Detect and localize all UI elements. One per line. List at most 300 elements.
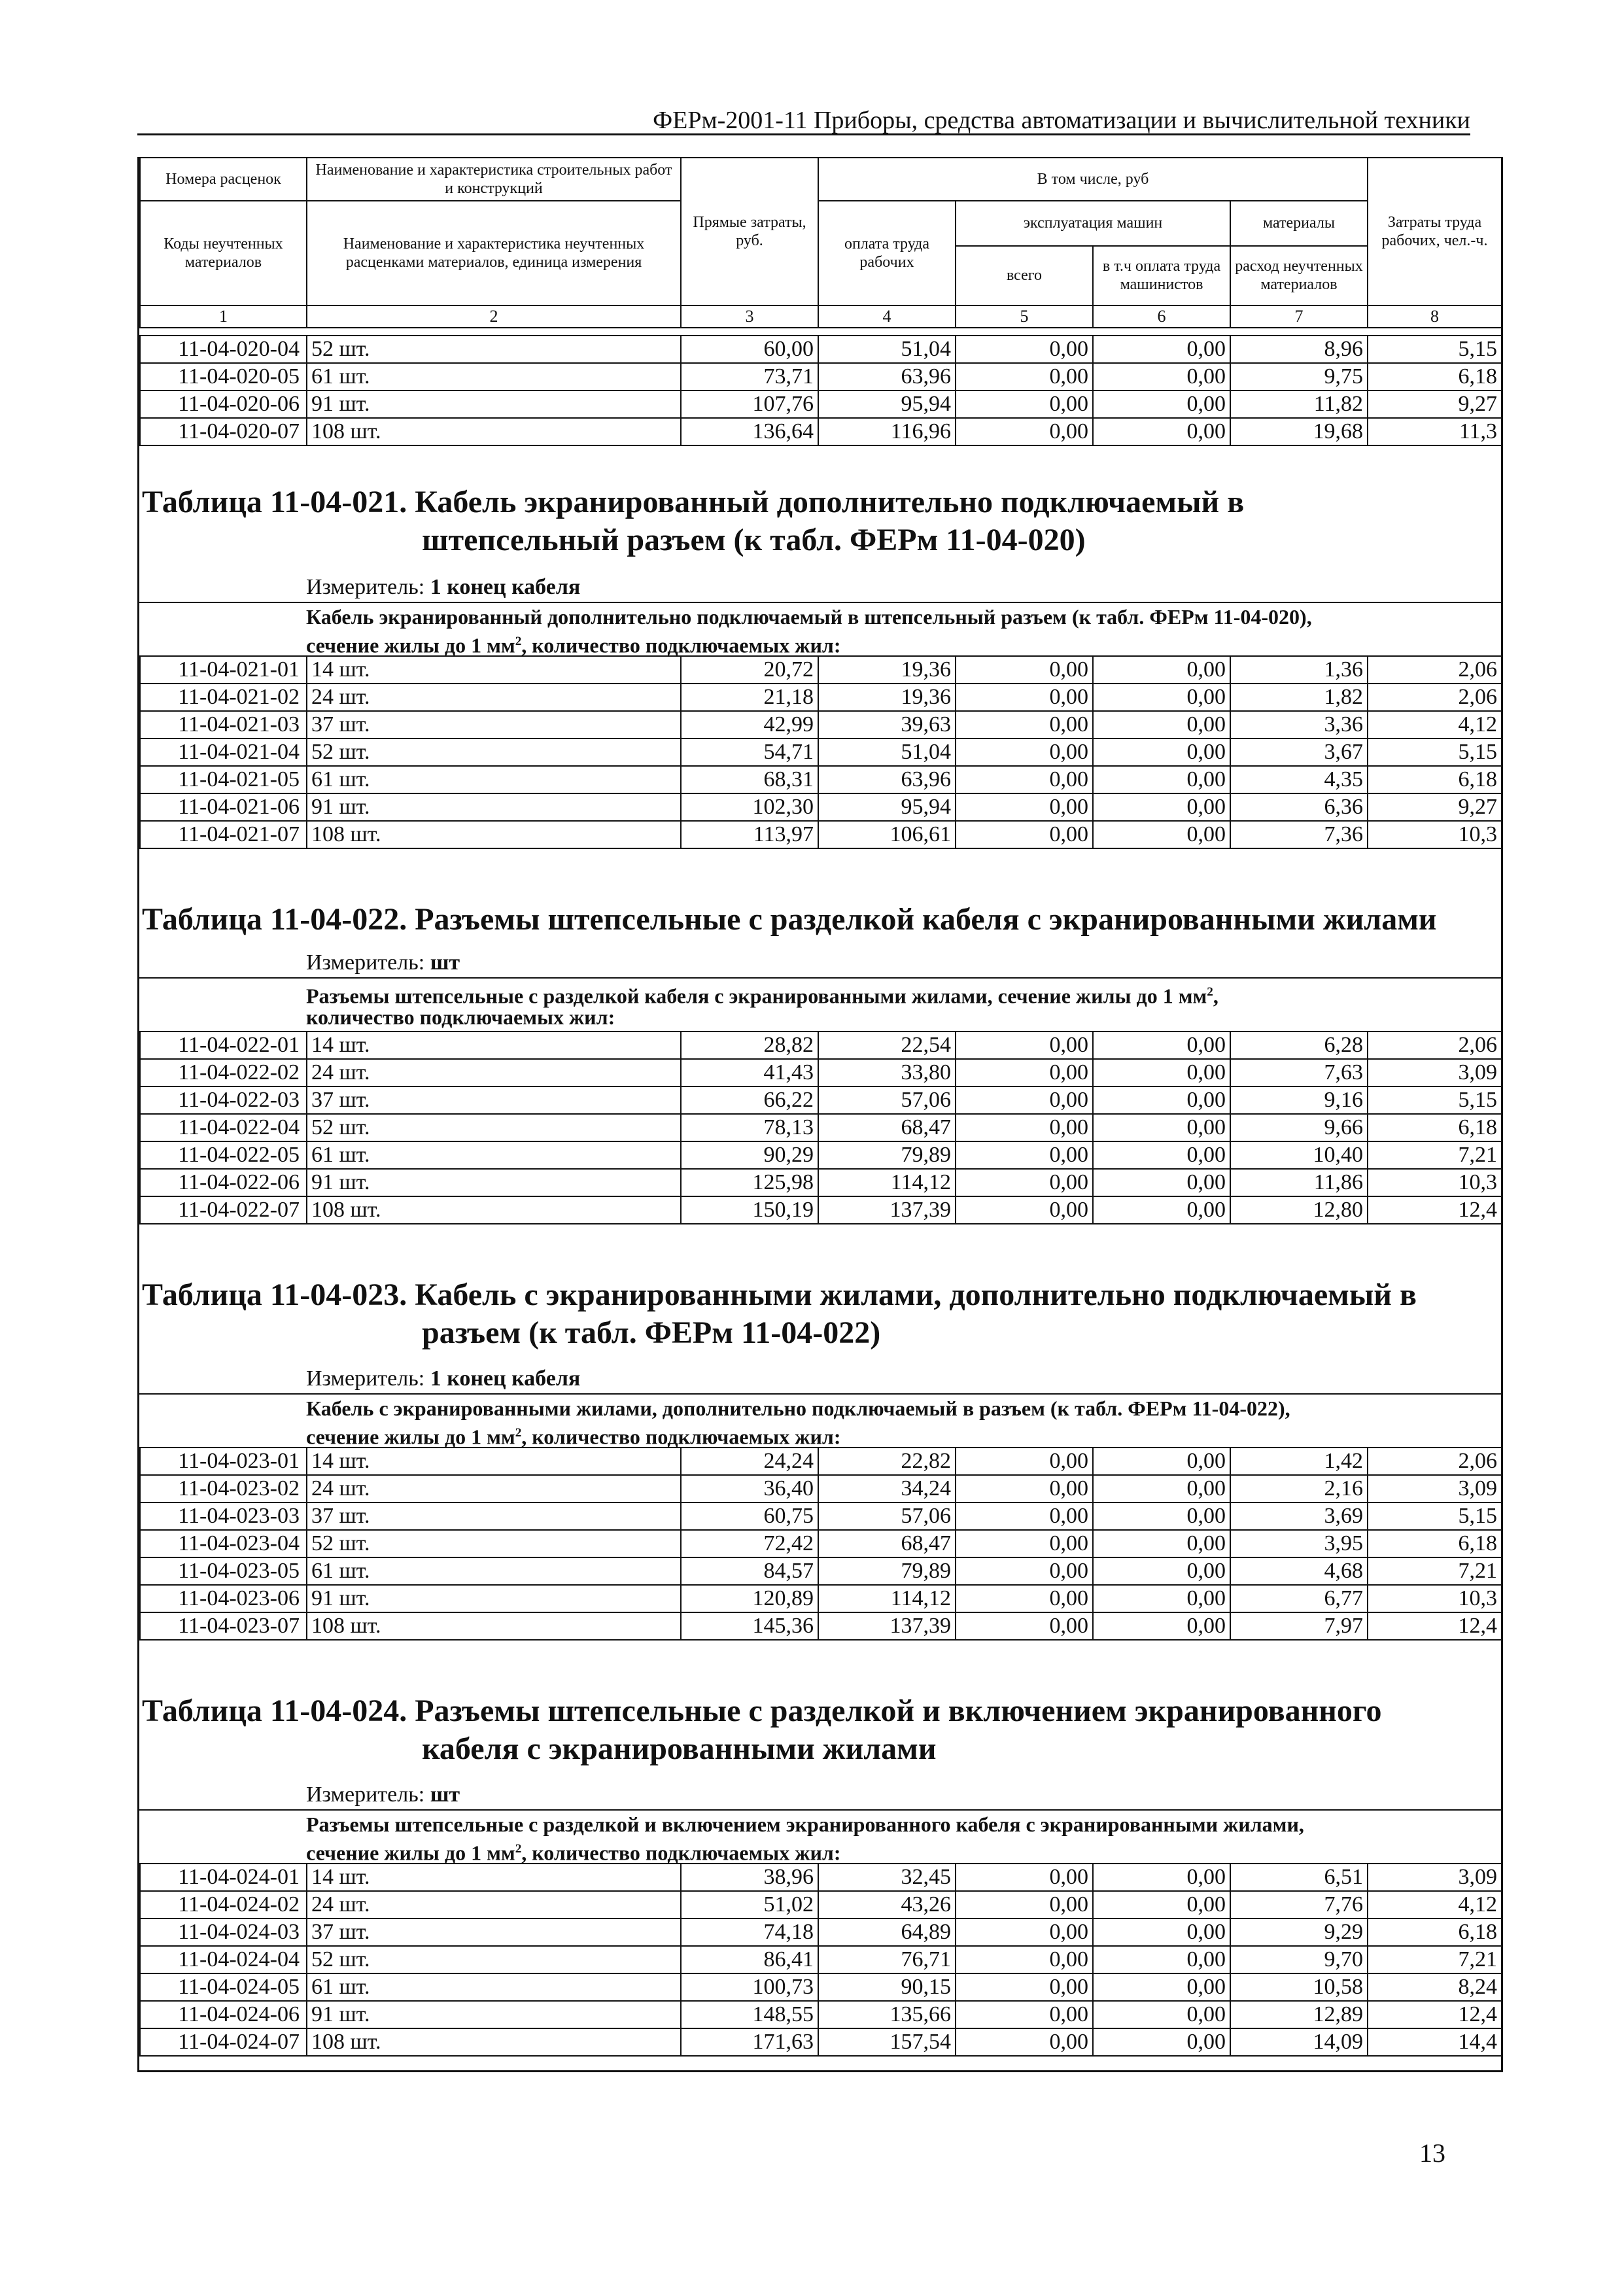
cell-labor-hours: 2,06 — [1368, 1032, 1502, 1059]
cell-unit-count: 24 шт. — [307, 684, 681, 711]
cell-materials: 3,36 — [1230, 711, 1368, 738]
cell-materials: 8,96 — [1230, 336, 1368, 363]
section-title: разъем (к табл. ФЕРм 11-04-022) — [422, 1315, 881, 1350]
cell-labor-hours: 12,4 — [1368, 1612, 1502, 1640]
table-row — [140, 1475, 1502, 1502]
cell-materials: 9,29 — [1230, 1919, 1368, 1946]
cell-labor-hours: 5,15 — [1368, 1502, 1502, 1530]
section-title: Таблица 11-04-023. Кабель с экранированными жилами, дополнительно подключаемый в — [142, 1277, 1417, 1312]
cell-direct-costs: 148,55 — [681, 2001, 818, 2028]
cell-machinists-pay: 0,00 — [1093, 1114, 1230, 1141]
cell-machinists-pay: 0,00 — [1093, 684, 1230, 711]
cell-direct-costs: 51,02 — [681, 1891, 818, 1919]
cell-machines-total: 0,00 — [956, 1114, 1093, 1141]
cell-materials: 7,76 — [1230, 1891, 1368, 1919]
cell-machinists-pay: 0,00 — [1093, 418, 1230, 445]
cell-workers-pay: 79,89 — [818, 1557, 956, 1585]
cell-materials: 6,28 — [1230, 1032, 1368, 1059]
cell-machines-total: 0,00 — [956, 793, 1093, 821]
section-title: Таблица 11-04-022. Разъемы штепсельные с разделкой кабеля с экранированными жилами — [142, 902, 1437, 937]
cell-labor-hours: 3,09 — [1368, 1864, 1502, 1891]
cell-materials: 10,58 — [1230, 1973, 1368, 2001]
cell-workers-pay: 135,66 — [818, 2001, 956, 2028]
cell-workers-pay: 63,96 — [818, 363, 956, 391]
cell-machines-total: 0,00 — [956, 1475, 1093, 1502]
cell-labor-hours: 11,3 — [1368, 418, 1502, 445]
cell-rate-code: 11-04-023-03 — [140, 1502, 307, 1530]
cell-machines-total: 0,00 — [956, 738, 1093, 766]
cell-labor-hours: 4,12 — [1368, 1891, 1502, 1919]
cell-rate-code: 11-04-022-04 — [140, 1114, 307, 1141]
cell-labor-hours: 7,21 — [1368, 1141, 1502, 1169]
cell-machinists-pay: 0,00 — [1093, 2028, 1230, 2056]
cell-unit-count: 24 шт. — [307, 1475, 681, 1502]
table-row — [140, 2028, 1502, 2056]
cell-materials: 4,35 — [1230, 766, 1368, 793]
cell-rate-code: 11-04-024-01 — [140, 1864, 307, 1891]
table-022-body — [139, 1031, 1502, 1224]
cell-labor-hours: 3,09 — [1368, 1059, 1502, 1086]
cell-materials: 6,77 — [1230, 1585, 1368, 1612]
cell-unit-count: 108 шт. — [307, 821, 681, 848]
header-material-consumption: расход неучтенных материалов — [1230, 246, 1368, 305]
cell-materials: 1,82 — [1230, 684, 1368, 711]
cell-direct-costs: 68,31 — [681, 766, 818, 793]
section-title: Таблица 11-04-021. Кабель экранированный дополнительно подключаемый в — [142, 485, 1245, 519]
cell-machinists-pay: 0,00 — [1093, 1919, 1230, 1946]
col-index: 6 — [1093, 305, 1230, 328]
cell-materials: 4,68 — [1230, 1557, 1368, 1585]
cell-direct-costs: 171,63 — [681, 2028, 818, 2056]
cell-direct-costs: 42,99 — [681, 711, 818, 738]
cell-unit-count: 108 шт. — [307, 1196, 681, 1224]
cell-direct-costs: 38,96 — [681, 1864, 818, 1891]
table-row — [140, 391, 1502, 418]
cell-labor-hours: 12,4 — [1368, 2001, 1502, 2028]
cell-materials: 6,51 — [1230, 1864, 1368, 1891]
header-including: В том числе, руб — [818, 158, 1368, 201]
col-index: 4 — [818, 305, 956, 328]
cell-labor-hours: 7,21 — [1368, 1946, 1502, 1973]
cell-workers-pay: 19,36 — [818, 656, 956, 684]
col-index: 7 — [1230, 305, 1368, 328]
spec-line: Кабель экранированный дополнительно подключаемый в штепсельный разъем (к табл. ФЕРм 11-04-020), — [306, 605, 1312, 629]
section-title: Таблица 11-04-024. Разъемы штепсельные с разделкой и включением экранированного — [142, 1693, 1382, 1728]
table-row — [140, 363, 1502, 391]
cell-machinists-pay: 0,00 — [1093, 1475, 1230, 1502]
col-index: 1 — [140, 305, 307, 328]
cell-unit-count: 91 шт. — [307, 793, 681, 821]
cell-unit-count: 91 шт. — [307, 391, 681, 418]
cell-unit-count: 91 шт. — [307, 2001, 681, 2028]
cell-unit-count: 24 шт. — [307, 1059, 681, 1086]
header-machinists-pay: в т.ч оплата труда машинистов — [1093, 246, 1230, 305]
table-row — [140, 1502, 1502, 1530]
table-row — [140, 336, 1502, 363]
cell-unit-count: 52 шт. — [307, 1114, 681, 1141]
cell-unit-count: 108 шт. — [307, 418, 681, 445]
cell-direct-costs: 60,00 — [681, 336, 818, 363]
cell-direct-costs: 100,73 — [681, 1973, 818, 2001]
cell-workers-pay: 51,04 — [818, 336, 956, 363]
cell-unit-count: 91 шт. — [307, 1169, 681, 1196]
cell-unit-count: 52 шт. — [307, 738, 681, 766]
cell-materials: 12,80 — [1230, 1196, 1368, 1224]
cell-machines-total: 0,00 — [956, 1557, 1093, 1585]
cell-rate-code: 11-04-023-06 — [140, 1585, 307, 1612]
spec-line: Кабель с экранированными жилами, дополнительно подключаемый в разъем (к табл. ФЕРм 11-04-022), — [306, 1397, 1290, 1420]
cell-direct-costs: 78,13 — [681, 1114, 818, 1141]
cell-rate-code: 11-04-023-04 — [140, 1530, 307, 1557]
cell-rate-code: 11-04-021-01 — [140, 656, 307, 684]
meter: Измеритель: шт — [306, 950, 460, 975]
cell-materials: 1,36 — [1230, 656, 1368, 684]
table-row — [140, 793, 1502, 821]
cell-rate-code: 11-04-022-07 — [140, 1196, 307, 1224]
cell-machinists-pay: 0,00 — [1093, 656, 1230, 684]
cell-materials: 2,16 — [1230, 1475, 1368, 1502]
page-number: 13 — [1419, 2138, 1445, 2168]
table-row — [140, 1114, 1502, 1141]
cell-rate-code: 11-04-020-05 — [140, 363, 307, 391]
cell-workers-pay: 68,47 — [818, 1530, 956, 1557]
document-frame — [137, 157, 1503, 2072]
cell-unit-count: 14 шт. — [307, 1448, 681, 1475]
cell-labor-hours: 12,4 — [1368, 1196, 1502, 1224]
cell-rate-code: 11-04-023-02 — [140, 1475, 307, 1502]
cell-machinists-pay: 0,00 — [1093, 821, 1230, 848]
cell-machines-total: 0,00 — [956, 1919, 1093, 1946]
cell-machines-total: 0,00 — [956, 363, 1093, 391]
cell-rate-code: 11-04-021-07 — [140, 821, 307, 848]
cell-materials: 7,36 — [1230, 821, 1368, 848]
cell-rate-code: 11-04-020-06 — [140, 391, 307, 418]
cell-machines-total: 0,00 — [956, 1585, 1093, 1612]
cell-unit-count: 24 шт. — [307, 1891, 681, 1919]
cell-labor-hours: 6,18 — [1368, 1919, 1502, 1946]
cell-labor-hours: 5,15 — [1368, 1086, 1502, 1114]
spec-line: сечение жилы до 1 $мм^2$, количество подключаемых жил: — [306, 1425, 841, 1449]
cell-machinists-pay: 0,00 — [1093, 1973, 1230, 2001]
cell-materials: 19,68 — [1230, 418, 1368, 445]
table-row — [140, 1973, 1502, 2001]
cell-unit-count: 61 шт. — [307, 1141, 681, 1169]
table-row — [140, 1530, 1502, 1557]
table-020-body — [139, 335, 1502, 446]
cell-unit-count: 108 шт. — [307, 1612, 681, 1640]
table-row — [140, 1169, 1502, 1196]
cell-machines-total: 0,00 — [956, 1530, 1093, 1557]
cell-labor-hours: 5,15 — [1368, 336, 1502, 363]
cell-workers-pay: 39,63 — [818, 711, 956, 738]
table-row — [140, 1891, 1502, 1919]
cell-workers-pay: 57,06 — [818, 1086, 956, 1114]
cell-materials: 7,63 — [1230, 1059, 1368, 1086]
cell-labor-hours: 6,18 — [1368, 363, 1502, 391]
col-index: 2 — [307, 305, 681, 328]
table-024-body — [139, 1863, 1502, 2057]
cell-workers-pay: 19,36 — [818, 684, 956, 711]
cell-direct-costs: 72,42 — [681, 1530, 818, 1557]
page-header: ФЕРм-2001-11 Приборы, средства автоматизации и вычислительной техники — [137, 107, 1470, 135]
cell-machines-total: 0,00 — [956, 2028, 1093, 2056]
cell-labor-hours: 9,27 — [1368, 793, 1502, 821]
cell-labor-hours: 6,18 — [1368, 1530, 1502, 1557]
cell-direct-costs: 84,57 — [681, 1557, 818, 1585]
col-index: 3 — [681, 305, 818, 328]
table-row — [140, 766, 1502, 793]
table-row — [140, 1919, 1502, 1946]
spec-line: сечение жилы до 1 $мм^2$, количество подключаемых жил: — [306, 633, 841, 657]
cell-machines-total: 0,00 — [956, 1502, 1093, 1530]
cell-machinists-pay: 0,00 — [1093, 1086, 1230, 1114]
cell-direct-costs: 86,41 — [681, 1946, 818, 1973]
cell-machines-total: 0,00 — [956, 656, 1093, 684]
cell-labor-hours: 8,24 — [1368, 1973, 1502, 2001]
col-index: 5 — [956, 305, 1093, 328]
cell-workers-pay: 64,89 — [818, 1919, 956, 1946]
cell-machines-total: 0,00 — [956, 1059, 1093, 1086]
header-direct-costs: Прямые затраты, руб. — [681, 158, 818, 305]
cell-direct-costs: 60,75 — [681, 1502, 818, 1530]
cell-labor-hours: 2,06 — [1368, 656, 1502, 684]
header-materials: материалы — [1230, 201, 1368, 246]
cell-workers-pay: 22,54 — [818, 1032, 956, 1059]
cell-machinists-pay: 0,00 — [1093, 1612, 1230, 1640]
table-row — [140, 418, 1502, 445]
cell-machines-total: 0,00 — [956, 336, 1093, 363]
cell-machinists-pay: 0,00 — [1093, 336, 1230, 363]
cell-labor-hours: 10,3 — [1368, 821, 1502, 848]
cell-workers-pay: 116,96 — [818, 418, 956, 445]
cell-machines-total: 0,00 — [956, 1169, 1093, 1196]
table-row — [140, 1086, 1502, 1114]
cell-machinists-pay: 0,00 — [1093, 1169, 1230, 1196]
cell-machinists-pay: 0,00 — [1093, 1141, 1230, 1169]
cell-direct-costs: 74,18 — [681, 1919, 818, 1946]
cell-direct-costs: 136,64 — [681, 418, 818, 445]
header-workers-pay: оплата труда рабочих — [818, 201, 956, 305]
cell-workers-pay: 76,71 — [818, 1946, 956, 1973]
cell-direct-costs: 24,24 — [681, 1448, 818, 1475]
cell-machines-total: 0,00 — [956, 711, 1093, 738]
cell-unit-count: 14 шт. — [307, 1032, 681, 1059]
cell-machinists-pay: 0,00 — [1093, 1585, 1230, 1612]
cell-machines-total: 0,00 — [956, 1086, 1093, 1114]
cell-direct-costs: 54,71 — [681, 738, 818, 766]
cell-labor-hours: 3,09 — [1368, 1475, 1502, 1502]
cell-workers-pay: 22,82 — [818, 1448, 956, 1475]
cell-direct-costs: 21,18 — [681, 684, 818, 711]
cell-rate-code: 11-04-023-05 — [140, 1557, 307, 1585]
cell-direct-costs: 90,29 — [681, 1141, 818, 1169]
cell-unit-count: 37 шт. — [307, 1919, 681, 1946]
cell-unit-count: 37 шт. — [307, 1502, 681, 1530]
cell-rate-code: 11-04-024-04 — [140, 1946, 307, 1973]
cell-rate-code: 11-04-022-02 — [140, 1059, 307, 1086]
table-row — [140, 738, 1502, 766]
cell-labor-hours: 9,27 — [1368, 391, 1502, 418]
cell-machinists-pay: 0,00 — [1093, 391, 1230, 418]
table-021-body — [139, 655, 1502, 849]
table-row — [140, 1032, 1502, 1059]
cell-machinists-pay: 0,00 — [1093, 1557, 1230, 1585]
cell-direct-costs: 125,98 — [681, 1169, 818, 1196]
cell-direct-costs: 41,43 — [681, 1059, 818, 1086]
header-machines-total: всего — [956, 246, 1093, 305]
cell-machinists-pay: 0,00 — [1093, 1059, 1230, 1086]
cell-workers-pay: 90,15 — [818, 1973, 956, 2001]
cell-materials: 9,75 — [1230, 363, 1368, 391]
table-row — [140, 1864, 1502, 1891]
cell-workers-pay: 114,12 — [818, 1169, 956, 1196]
cell-machines-total: 0,00 — [956, 1141, 1093, 1169]
cell-machinists-pay: 0,00 — [1093, 1530, 1230, 1557]
table-row — [140, 2001, 1502, 2028]
spec-line: количество подключаемых жил: — [306, 1005, 615, 1029]
cell-direct-costs: 113,97 — [681, 821, 818, 848]
cell-machinists-pay: 0,00 — [1093, 766, 1230, 793]
table-row — [140, 711, 1502, 738]
cell-machines-total: 0,00 — [956, 391, 1093, 418]
meter: Измеритель: 1 конец кабеля — [306, 575, 581, 599]
cell-machines-total: 0,00 — [956, 1448, 1093, 1475]
cell-materials: 3,67 — [1230, 738, 1368, 766]
cell-direct-costs: 73,71 — [681, 363, 818, 391]
table-row — [140, 1557, 1502, 1585]
cell-unit-count: 61 шт. — [307, 363, 681, 391]
cell-materials: 12,89 — [1230, 2001, 1368, 2028]
cell-machines-total: 0,00 — [956, 1196, 1093, 1224]
cell-workers-pay: 106,61 — [818, 821, 956, 848]
cell-unit-count: 61 шт. — [307, 766, 681, 793]
cell-machinists-pay: 0,00 — [1093, 363, 1230, 391]
header-machines: эксплуатация машин — [956, 201, 1230, 246]
cell-labor-hours: 7,21 — [1368, 1557, 1502, 1585]
header-material-codes: Коды неучтенных материалов — [140, 201, 307, 305]
cell-rate-code: 11-04-022-05 — [140, 1141, 307, 1169]
cell-direct-costs: 107,76 — [681, 391, 818, 418]
cell-unit-count: 61 шт. — [307, 1973, 681, 2001]
cell-direct-costs: 20,72 — [681, 656, 818, 684]
cell-machinists-pay: 0,00 — [1093, 1502, 1230, 1530]
header-rate-number: Номера расценок — [140, 158, 307, 201]
cell-materials: 1,42 — [1230, 1448, 1368, 1475]
spec-line: Разъемы штепсельные с разделкой и включением экранированного кабеля с экранированными жилами, — [306, 1813, 1304, 1836]
cell-rate-code: 11-04-021-02 — [140, 684, 307, 711]
cell-rate-code: 11-04-024-06 — [140, 2001, 307, 2028]
cell-direct-costs: 150,19 — [681, 1196, 818, 1224]
cell-workers-pay: 34,24 — [818, 1475, 956, 1502]
spec-line: сечение жилы до 1 $мм^2$, количество подключаемых жил: — [306, 1841, 841, 1865]
col-index: 8 — [1368, 305, 1502, 328]
section-title: кабеля с экранированными жилами — [422, 1731, 937, 1766]
cell-machines-total: 0,00 — [956, 2001, 1093, 2028]
cell-machines-total: 0,00 — [956, 1973, 1093, 2001]
cell-direct-costs: 36,40 — [681, 1475, 818, 1502]
table-row — [140, 1946, 1502, 1973]
table-023-body — [139, 1447, 1502, 1641]
cell-workers-pay: 137,39 — [818, 1196, 956, 1224]
table-header — [139, 157, 1502, 328]
table-row — [140, 1448, 1502, 1475]
cell-direct-costs: 102,30 — [681, 793, 818, 821]
cell-labor-hours: 6,18 — [1368, 1114, 1502, 1141]
cell-machinists-pay: 0,00 — [1093, 1032, 1230, 1059]
cell-unit-count: 37 шт. — [307, 711, 681, 738]
cell-rate-code: 11-04-023-01 — [140, 1448, 307, 1475]
cell-machinists-pay: 0,00 — [1093, 1891, 1230, 1919]
table-row — [140, 1059, 1502, 1086]
cell-machinists-pay: 0,00 — [1093, 738, 1230, 766]
cell-machinists-pay: 0,00 — [1093, 1196, 1230, 1224]
cell-materials: 14,09 — [1230, 2028, 1368, 2056]
cell-rate-code: 11-04-022-06 — [140, 1169, 307, 1196]
cell-machinists-pay: 0,00 — [1093, 793, 1230, 821]
cell-machinists-pay: 0,00 — [1093, 1946, 1230, 1973]
cell-rate-code: 11-04-020-07 — [140, 418, 307, 445]
cell-materials: 10,40 — [1230, 1141, 1368, 1169]
cell-machines-total: 0,00 — [956, 684, 1093, 711]
spec-line: Разъемы штепсельные с разделкой кабеля с экранированными жилами, сечение жилы до 1 $мм^2$, — [306, 984, 1218, 1008]
cell-unit-count: 91 шт. — [307, 1585, 681, 1612]
cell-workers-pay: 33,80 — [818, 1059, 956, 1086]
cell-machines-total: 0,00 — [956, 1891, 1093, 1919]
cell-materials: 6,36 — [1230, 793, 1368, 821]
cell-unit-count: 52 шт. — [307, 1946, 681, 1973]
cell-workers-pay: 51,04 — [818, 738, 956, 766]
cell-labor-hours: 2,06 — [1368, 684, 1502, 711]
meter: Измеритель: шт — [306, 1782, 460, 1807]
cell-direct-costs: 120,89 — [681, 1585, 818, 1612]
cell-machines-total: 0,00 — [956, 1864, 1093, 1891]
cell-rate-code: 11-04-022-01 — [140, 1032, 307, 1059]
cell-machines-total: 0,00 — [956, 766, 1093, 793]
cell-labor-hours: 14,4 — [1368, 2028, 1502, 2056]
cell-rate-code: 11-04-024-03 — [140, 1919, 307, 1946]
cell-rate-code: 11-04-023-07 — [140, 1612, 307, 1640]
header-labor: Затраты труда рабочих, чел.-ч. — [1368, 158, 1502, 305]
table-row — [140, 1612, 1502, 1640]
cell-direct-costs: 28,82 — [681, 1032, 818, 1059]
cell-materials: 3,69 — [1230, 1502, 1368, 1530]
cell-machines-total: 0,00 — [956, 821, 1093, 848]
cell-machines-total: 0,00 — [956, 1612, 1093, 1640]
cell-materials: 9,70 — [1230, 1946, 1368, 1973]
cell-rate-code: 11-04-021-03 — [140, 711, 307, 738]
cell-rate-code: 11-04-020-04 — [140, 336, 307, 363]
cell-unit-count: 14 шт. — [307, 656, 681, 684]
cell-materials: 11,82 — [1230, 391, 1368, 418]
table-row — [140, 656, 1502, 684]
cell-workers-pay: 57,06 — [818, 1502, 956, 1530]
cell-workers-pay: 79,89 — [818, 1141, 956, 1169]
cell-materials: 9,66 — [1230, 1114, 1368, 1141]
header-material-name: Наименование и характеристика неучтенных расценками материалов, единица измерения — [307, 201, 681, 305]
cell-machines-total: 0,00 — [956, 418, 1093, 445]
cell-machines-total: 0,00 — [956, 1032, 1093, 1059]
cell-rate-code: 11-04-021-05 — [140, 766, 307, 793]
cell-unit-count: 52 шт. — [307, 1530, 681, 1557]
cell-rate-code: 11-04-024-02 — [140, 1891, 307, 1919]
cell-labor-hours: 4,12 — [1368, 711, 1502, 738]
cell-machinists-pay: 0,00 — [1093, 711, 1230, 738]
table-row — [140, 684, 1502, 711]
cell-labor-hours: 10,3 — [1368, 1169, 1502, 1196]
table-row — [140, 1585, 1502, 1612]
cell-unit-count: 14 шт. — [307, 1864, 681, 1891]
header-work-name: Наименование и характеристика строительных работ и конструкций — [307, 158, 681, 201]
